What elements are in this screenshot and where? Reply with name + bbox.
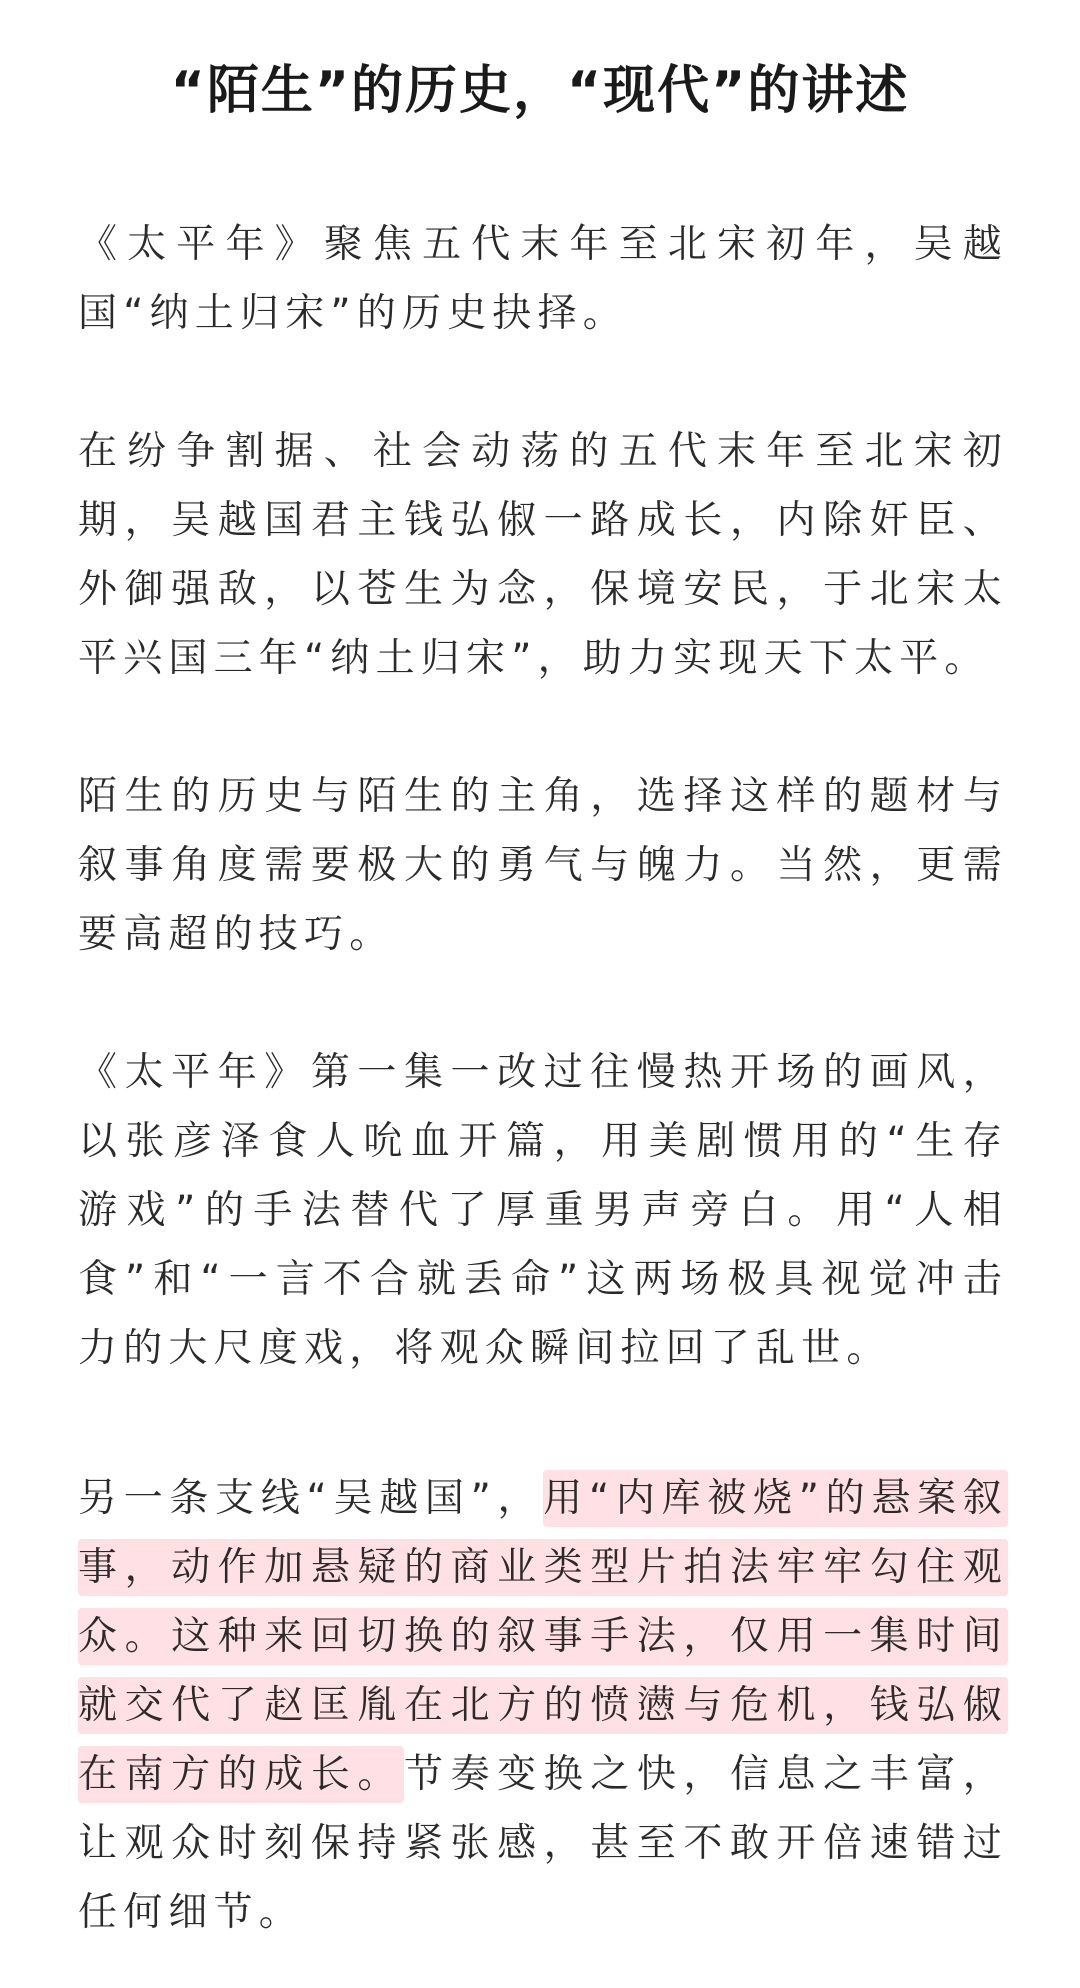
highlighted-passage: 用“内库被烧”的悬案叙事，动作加悬疑的商业类型片拍法牢牢勾住观众。这种来回切换的叙事手法，仅用一集时间就交代了赵匡胤在北方的愤懑与危机，钱弘俶在南方的成长。 [78,1470,1008,1803]
paragraph-subplot-tail: 节奏变换之快，信息之丰富，让观众时刻保持紧张感，甚至不敢开倍速错过任何细节。 [78,1752,1008,1935]
paragraph-subplot [78,1464,1008,1947]
bottom-fade [0,1942,1080,1988]
paragraph-first-episode: 《太平年》第一集一改过往慢热开场的画风，以张彦泽食人吮血开篇，用美剧惯用的“生存游戏”的手法替代了厚重男声旁白。用“人相食”和“一言不合就丢命”这两场极具视觉冲击力的大尺度戏，将观众瞬间拉回了乱世。 [78,1050,1008,1371]
paragraph-subplot-lead: 另一条支线“吴越国”， [78,1476,544,1521]
paragraph-challenge: 陌生的历史与陌生的主角，选择这样的题材与叙事角度需要极大的勇气与魄力。当然，更需要高超的技巧。 [78,774,1008,957]
paragraph-intro: 《太平年》聚焦五代末年至北宋初年，吴越国“纳土归宋”的历史抉择。 [78,222,1008,336]
paragraph-background: 在纷争割据、社会动荡的五代末年至北宋初期，吴越国君主钱弘俶一路成长，内除奸臣、外御强敌，以苍生为念，保境安民，于北宋太平兴国三年“纳土归宋”，助力实现天下太平。 [78,429,1008,681]
article-title: “陌生”的历史，“现代”的讲述 [170,61,910,121]
